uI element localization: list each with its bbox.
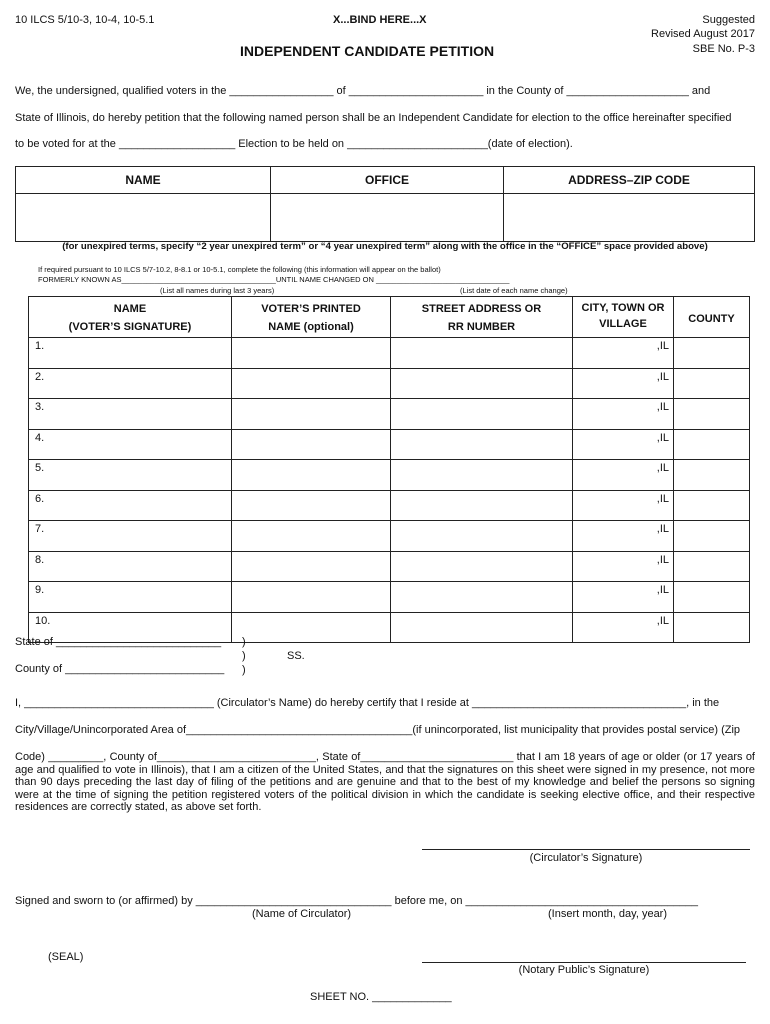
former-names-hint: (List all names during last 3 years) xyxy=(160,286,275,295)
name-change-date-hint: (List date of each name change) xyxy=(460,286,568,295)
former-names-instruction: If required pursuant to 10 ILCS 5/7-10.2, 8-8.1 or 10-5.1, complete the following (this information will appear on the ballot) xyxy=(38,265,441,274)
voter-signature-cell[interactable]: 4. xyxy=(29,429,232,460)
voter-name-header-label: NAME xyxy=(113,303,147,315)
city-cell[interactable]: ,IL xyxy=(573,612,674,643)
street-address-cell[interactable] xyxy=(391,582,573,613)
printed-name-optional-label: NAME (optional) xyxy=(268,321,354,333)
county-cell[interactable] xyxy=(674,368,750,399)
table-row xyxy=(29,368,750,399)
voter-signature-cell[interactable]: 3. xyxy=(29,399,232,430)
county-cell[interactable] xyxy=(674,338,750,369)
page-title: INDEPENDENT CANDIDATE PETITION xyxy=(240,43,495,59)
circulator-signature-label: (Circulator’s Signature) xyxy=(529,852,643,864)
street-address-cell[interactable] xyxy=(391,490,573,521)
unexpired-term-note: (for unexpired terms, specify “2 year unexpired term” or “4 year unexpired term” along with the office in the “OFFICE” space provided above) xyxy=(62,241,708,252)
venue-paren-3: ) xyxy=(242,664,246,676)
bind-here-label: X...BIND HERE...X xyxy=(333,14,427,26)
voter-signature-header-label: (VOTER’S SIGNATURE) xyxy=(68,321,192,333)
certification-line-2: City/Village/Unincorporated Area of_____________________________________(if unincorporated, list municipality that provides postal service) (Zip xyxy=(15,724,741,736)
intro-line-1: We, the undersigned, qualified voters in the _________________ of ______________________ in the County of ____________________ and xyxy=(15,85,711,97)
voter-signature-header xyxy=(29,297,232,338)
candidate-address-field[interactable] xyxy=(504,194,755,242)
printed-name-cell[interactable] xyxy=(232,612,391,643)
voter-signature-cell[interactable]: 10. xyxy=(29,612,232,643)
seal-label: (SEAL) xyxy=(48,951,84,963)
certification-paragraph: Code) _________, County of__________________________, State of_________________________ that I am 18 years of age or older (or 17 years of age and qualified to vote in Illinois), that I am a citizen of the United States, and that the signatures on this sheet were signed in my presence, not more than 90 days preceding the last day of filing of the petitions and are genuine and that to the best of my knowledge and belief the persons so signing were at the time of signing the petition registered voters of the political division in which the candidate is seeking elective office, and their respective residences are correctly stated, as above set forth. xyxy=(15,751,755,813)
village-header-label: VILLAGE xyxy=(599,318,647,330)
city-header-label: CITY, TOWN OR xyxy=(581,302,665,314)
city-cell[interactable]: ,IL xyxy=(573,368,674,399)
candidate-name-field[interactable] xyxy=(16,194,271,242)
city-cell[interactable]: ,IL xyxy=(573,460,674,491)
venue-county: County of __________________________ xyxy=(15,663,225,675)
ss-label: SS. xyxy=(287,650,305,662)
table-row xyxy=(29,338,750,369)
county-cell[interactable] xyxy=(674,521,750,552)
insert-date-label: (Insert month, day, year) xyxy=(548,908,668,920)
city-cell[interactable]: ,IL xyxy=(573,338,674,369)
city-cell[interactable]: ,IL xyxy=(573,399,674,430)
candidate-office-header: OFFICE xyxy=(271,167,504,194)
printed-name-header-label: VOTER’S PRINTED xyxy=(261,303,361,315)
table-row xyxy=(29,521,750,552)
circulator-signature-line[interactable] xyxy=(422,849,750,850)
table-row xyxy=(29,399,750,430)
street-address-cell[interactable] xyxy=(391,551,573,582)
county-cell[interactable] xyxy=(674,551,750,582)
county-cell[interactable] xyxy=(674,460,750,491)
city-cell[interactable]: ,IL xyxy=(573,551,674,582)
printed-name-cell[interactable] xyxy=(232,551,391,582)
revised-date: Revised August 2017 xyxy=(651,28,755,40)
table-row xyxy=(29,429,750,460)
street-address-cell[interactable] xyxy=(391,429,573,460)
street-address-cell[interactable] xyxy=(391,521,573,552)
certification-line-1: I, _______________________________ (Circulator’s Name) do hereby certify that I reside at ___________________________________, in the xyxy=(15,697,720,709)
formerly-known-as-line: FORMERLY KNOWN AS_____________________________________UNTIL NAME CHANGED ON ________________________________ xyxy=(38,275,510,284)
street-address-cell[interactable] xyxy=(391,612,573,643)
street-address-cell[interactable] xyxy=(391,368,573,399)
voter-signature-cell[interactable]: 8. xyxy=(29,551,232,582)
venue-state: State of ___________________________ xyxy=(15,636,222,648)
venue-paren-2: ) xyxy=(242,650,246,662)
voter-signature-cell[interactable]: 2. xyxy=(29,368,232,399)
suggested-label: Suggested xyxy=(702,14,755,26)
printed-name-cell[interactable] xyxy=(232,368,391,399)
printed-name-cell[interactable] xyxy=(232,338,391,369)
county-cell[interactable] xyxy=(674,399,750,430)
street-address-header-label: STREET ADDRESS OR xyxy=(421,303,542,315)
sheet-number: SHEET NO. _____________ xyxy=(310,991,452,1003)
county-header: COUNTY xyxy=(674,297,750,338)
statute-reference: 10 ILCS 5/10-3, 10-4, 10-5.1 xyxy=(15,14,155,26)
name-of-circulator-label: (Name of Circulator) xyxy=(252,908,352,920)
street-address-cell[interactable] xyxy=(391,399,573,430)
city-cell[interactable]: ,IL xyxy=(573,429,674,460)
voter-signature-cell[interactable]: 5. xyxy=(29,460,232,491)
printed-name-cell[interactable] xyxy=(232,399,391,430)
city-cell[interactable]: ,IL xyxy=(573,490,674,521)
candidate-office-field[interactable] xyxy=(271,194,504,242)
printed-name-cell[interactable] xyxy=(232,521,391,552)
county-cell[interactable] xyxy=(674,429,750,460)
voter-signature-cell[interactable]: 1. xyxy=(29,338,232,369)
city-header xyxy=(573,297,674,338)
voter-table xyxy=(28,296,750,643)
table-row xyxy=(29,490,750,521)
candidate-table xyxy=(15,166,755,242)
printed-name-cell[interactable] xyxy=(232,429,391,460)
rr-number-header-label: RR NUMBER xyxy=(447,321,516,333)
printed-name-cell[interactable] xyxy=(232,582,391,613)
form-number: SBE No. P-3 xyxy=(692,43,755,55)
notary-signature-label: (Notary Public’s Signature) xyxy=(518,964,650,976)
voter-signature-cell[interactable]: 9. xyxy=(29,582,232,613)
street-address-cell[interactable] xyxy=(391,460,573,491)
printed-name-cell[interactable] xyxy=(232,490,391,521)
street-address-cell[interactable] xyxy=(391,338,573,369)
candidate-name-header: NAME xyxy=(16,167,271,194)
candidate-address-header: ADDRESS–ZIP CODE xyxy=(504,167,755,194)
table-row xyxy=(29,582,750,613)
street-address-header xyxy=(391,297,573,338)
voter-signature-cell[interactable]: 6. xyxy=(29,490,232,521)
city-cell[interactable]: ,IL xyxy=(573,582,674,613)
printed-name-cell[interactable] xyxy=(232,460,391,491)
table-row xyxy=(29,460,750,491)
sworn-line: Signed and sworn to (or affirmed) by ________________________________ before me, on ______________________________________ xyxy=(15,895,698,907)
county-cell[interactable] xyxy=(674,582,750,613)
intro-line-2: State of Illinois, do hereby petition that the following named person shall be an Independent Candidate for election to the office hereinafter specified xyxy=(15,112,732,124)
venue-paren-1: ) xyxy=(242,636,246,648)
table-row xyxy=(29,551,750,582)
notary-signature-line[interactable] xyxy=(422,962,746,963)
county-cell[interactable] xyxy=(674,612,750,643)
city-cell[interactable]: ,IL xyxy=(573,521,674,552)
intro-line-3: to be voted for at the ___________________ Election to be held on _______________________(date of election). xyxy=(15,138,573,150)
county-cell[interactable] xyxy=(674,490,750,521)
printed-name-header xyxy=(232,297,391,338)
voter-signature-cell[interactable]: 7. xyxy=(29,521,232,552)
